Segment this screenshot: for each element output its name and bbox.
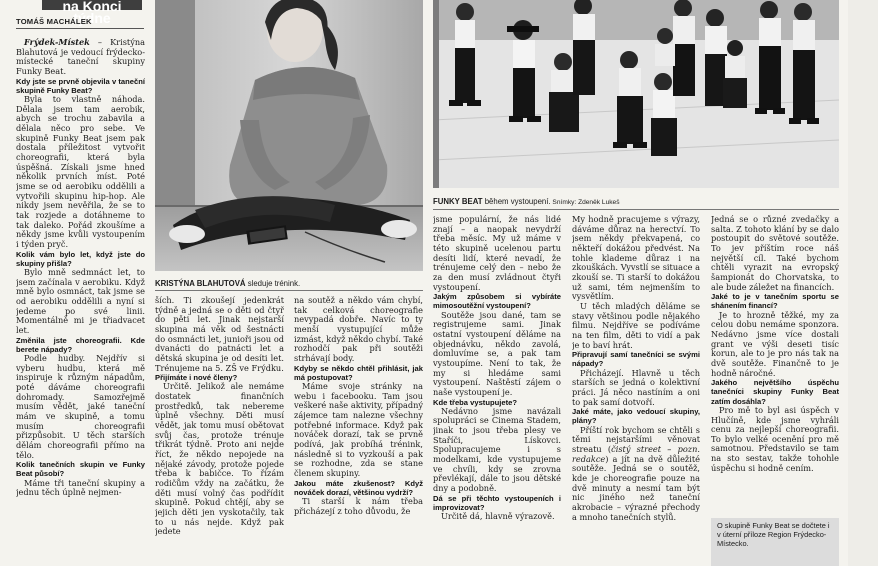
question: Jaké to je v tanečním sportu se shánením financí? xyxy=(711,292,839,311)
section-header-title: na Konci týdne xyxy=(62,0,122,26)
answer: Máme tři taneční skupiny a jednu těch úplně nejmen- xyxy=(16,477,145,498)
answer: Přicházejí. Hlavně u těch starších se jedná o kolektivní práci. Já něco nastíním a oni to pak samí dotvoří. xyxy=(572,367,700,407)
question: Jakou máte zkušenost? Když nováček dorazí, většinou vydrží? xyxy=(294,478,423,497)
answer: Je to hrozně těžké, my za celou dobu nemáme sponzora. Nedávno jsme více dostali grant ve výši deseti tisíc korun, ale to je pro nás tak na dvě soutěže. Finančně to je hodně náročné. xyxy=(711,309,839,378)
question: Kde třeba vystupujete? xyxy=(433,397,517,407)
photo-funky-beat-performance xyxy=(433,0,839,188)
photo-image xyxy=(433,0,839,188)
article-column-2 xyxy=(155,296,284,566)
answer: Soutěže jsou dané, tam se registrujeme sami. Jinak ostatní vystoupení děláme na objednávku, někdo zavolá, domluvíme se, a pak tam vystoupíme. Není to tak, že my si hledáme sami vystoupení. Naštěstí zájem o naše vystoupení je. xyxy=(433,309,561,397)
answer: Bylo mně sedmnáct let, to jsem začínala v aerobiku. Když mně bylo osmnáct, tak jsme se od aerobiku oddělili a nyní si jedeme po své linii. Momentálně mi je třiadvacet let. xyxy=(16,266,145,335)
article-column-5 xyxy=(572,215,700,566)
photo1-caption-name: KRISTÝNA BLAHUTOVÁ xyxy=(155,279,246,288)
answer: Nedávno jsme navázali spolupráci se Cinema Stadem, jinak to jsou třeba plesy ve Staříči, Lískovci. Spolupracujeme i s modelkami, kde vystupujeme ve chvíli, kdy se zrovna převlékají, dále to jsou dětské dny a podobně. xyxy=(433,405,561,494)
answer: Máme svoje stránky na webu i facebooku. Tam jsou veškeré naše aktivity, případný zájemce tam nalezne všechny potřebné informace. Když pak nováček dorazí, tak se prvně podívá, jak probíhá trénink, následně si to vyzkouší a pak se rozhodne, zda se stane členem skupiny. xyxy=(294,381,423,478)
answer: na soutěž a někdo vám chybí, tak celková choreografie nevypadá dobře. Navíc to ty menší vystupující může izmást, když někdo chybí. Také rozhodčí pak při soutěži strhávají body. xyxy=(294,296,423,363)
answer: Podle hudby. Nejdřív si vyberu hudbu, která mě inspiruje k různým nápadům, poté dáváme choreografii dohromady. Samozřejmě musím vědět, jaké taneční mám ve skupině, a tomu musím choreografii přizpůsobit. U těch starších dělám choreografii přímo na tělo. xyxy=(16,352,145,460)
question: Připravují samí tanečníci se svými nápady? xyxy=(572,350,700,369)
question: Přijímáte i nové členy? xyxy=(155,373,238,383)
answer: My hodně pracujeme s výrazy, dáváme důraz na herectví. To jsem někdy překvapená, co někteří dokážou předvést. Na tohle klademe důraz i na zkouškách. Vyvstlí se situace a zkouší se. Ti starší to dokážou už sami, tém nejmenším to vysvětlím. xyxy=(572,215,700,302)
question: Změnila jste choreografii. Kde berete nápady? xyxy=(16,335,145,354)
article-column-4 xyxy=(433,215,561,566)
photo1-caption-text: sleduje trénink. xyxy=(245,279,301,288)
answer-text: ) a jít na dvě důležité soutěže. Jedná se o soutěž, kde je choreografie pouze na dvě minuty a nesmí tam být nic jiného než taneční akrobacie – výrazné přechody a mnoho tanečních stylů. xyxy=(572,453,700,522)
info-box xyxy=(711,518,839,566)
info-box-text: O skupině Funky Beat se dočtete i v úterní příloze Region Frýdecko-Místecko. xyxy=(717,521,830,549)
answer: Určitě. Jelikož ale nemáme dostatek finančních prostředků, tak nebereme úplně všechny. Děti musí vědět, jak tomu musí obětovat svůj čas, protože trénuje třikrát týdně. Proto ani nejde říct, že někdo nepojede na nějaké závody, protože pojede třeba k babičce. To řízám rodičům vždy na začátku, že děti musí volný čas podřídit skupině. Pokud chtějí, aby se jejich děti jen vyskotačily, tak to u nás nejde. Když pak jedete xyxy=(155,381,284,537)
answer xyxy=(572,426,700,523)
page-margin xyxy=(848,0,878,566)
answer: Ti starší k nám třeba přicházejí z toho důvodu, že xyxy=(294,495,423,516)
answer: Určitě dá, hlavně výrazově. xyxy=(441,511,555,522)
article-column-6 xyxy=(711,215,839,515)
author-byline: TOMÁŠ MACHÁLEK xyxy=(16,17,92,26)
photo-image xyxy=(155,0,423,271)
photo1-caption xyxy=(155,279,425,288)
article-column-3 xyxy=(294,296,423,566)
answer: Pro mě to byl asi úspěch v Hlučíně, kde jsme vyhráli cenu za nejlepší choreografii. To bylo velké ocenění pro mě samotnou. Představilo se tam na sto sestav, takže tohohle úspěchu si hodně cením. xyxy=(711,404,839,473)
answer: U těch mladých děláme se stavy většinou podle nějakého filmu. Nejdříve se podíváme na ten film, děti to vidí a pak je to baví hrát. xyxy=(572,300,700,350)
lead-text: – Kristýna Blahutová je vedoucí frýdecko-místecké taneční skupiny Funky Beat. xyxy=(16,38,145,76)
photo-kristyna-blahutova xyxy=(155,0,423,271)
photo2-caption-text: během vystoupení. xyxy=(482,197,551,206)
answer: Byla to vlastně náhoda. Dělala jsem tam aerobik, abych se trochu zabavila a dělala něco pro sebe. Ve skupině Funky Beat jsem pak dostala příležitost vytvořit choreografii, která byla úspěšná. Získali jsme hned několik prvních míst. Poté jsme se od aerobiku oddělili a vytvořili skupinu hip-hop. Ale nikdy jsem nevěřila, že se to tak rozjede a dotáhneme to tak daleko. Pořád zkoušíme a někdy jsme kvůli vystoupením i týden pryč. xyxy=(16,94,145,249)
editor-note: čistý street – pozn. redakce xyxy=(572,443,700,464)
byline-rule xyxy=(16,28,144,29)
question: Jakého největšího úspěchu tanečníci skupiny Funky Beat zatím dosáhla? xyxy=(711,378,839,406)
answer: jsme populární, že nás lidé znají – a naopak nevydrží třeba měsíc. My už máme v této skupině ucelenou partu desíti lidí, které nevadí, že trénujeme celý den – nebo že za den musí zvládnout čtyři vystoupení. xyxy=(433,215,561,292)
answer-text: Příští rok bychom se chtěli s těmi nejstaršími věnovat streatu ( xyxy=(572,424,700,454)
photo-credit: Snímky: Zdeněk Lukeš xyxy=(550,199,620,206)
article-column-1 xyxy=(16,38,145,566)
question: Kdy jste se prvně objevila v taneční skupině Funky Beat? xyxy=(16,76,145,95)
dateline: Frýdek-Místek xyxy=(24,38,90,47)
lead-paragraph xyxy=(16,38,145,77)
caption-rule xyxy=(155,290,423,291)
question: Kdyby se někdo chtěl přihlásit, jak má postupovat? xyxy=(294,363,423,382)
question: Dá se při těchto vystoupeních i improvizovat? xyxy=(433,493,561,512)
photo2-caption xyxy=(433,197,839,206)
question: Kolik vám bylo let, když jste do skupiny přišla? xyxy=(16,249,145,268)
answer: Jedná se o různé zvedačky a salta. Z tohoto klání by se dalo postoupit do světové soutěže. To jev příštím roce náš největší cíl. Také bychom chtěli vyrazit na evropský šampionát do Chorvatska, to ale bude záležet na financích. xyxy=(711,215,839,292)
question: Jaké máte, jako vedoucí skupiny, plány? xyxy=(572,407,700,426)
question: Kolik tanečních skupin ve Funky Beat působí? xyxy=(16,460,145,479)
photo2-caption-title: FUNKY BEAT xyxy=(433,197,483,206)
question: Jakým způsobem si vybíráte mimosoutěžní vystoupení? xyxy=(433,292,561,311)
answer: ších. Ti zkoušejí jedenkrát týdně a jedná se o děti od čtyř do pěti let. Jinak nejstarší skupina má věk od šestnácti do osmnácti let, junioři jsou od dvanácti do patnácti let a dětská skupina je od desíti let. Trénujeme na 5. ZŠ ve Frýdku. xyxy=(155,296,284,373)
caption-rule xyxy=(433,209,839,210)
